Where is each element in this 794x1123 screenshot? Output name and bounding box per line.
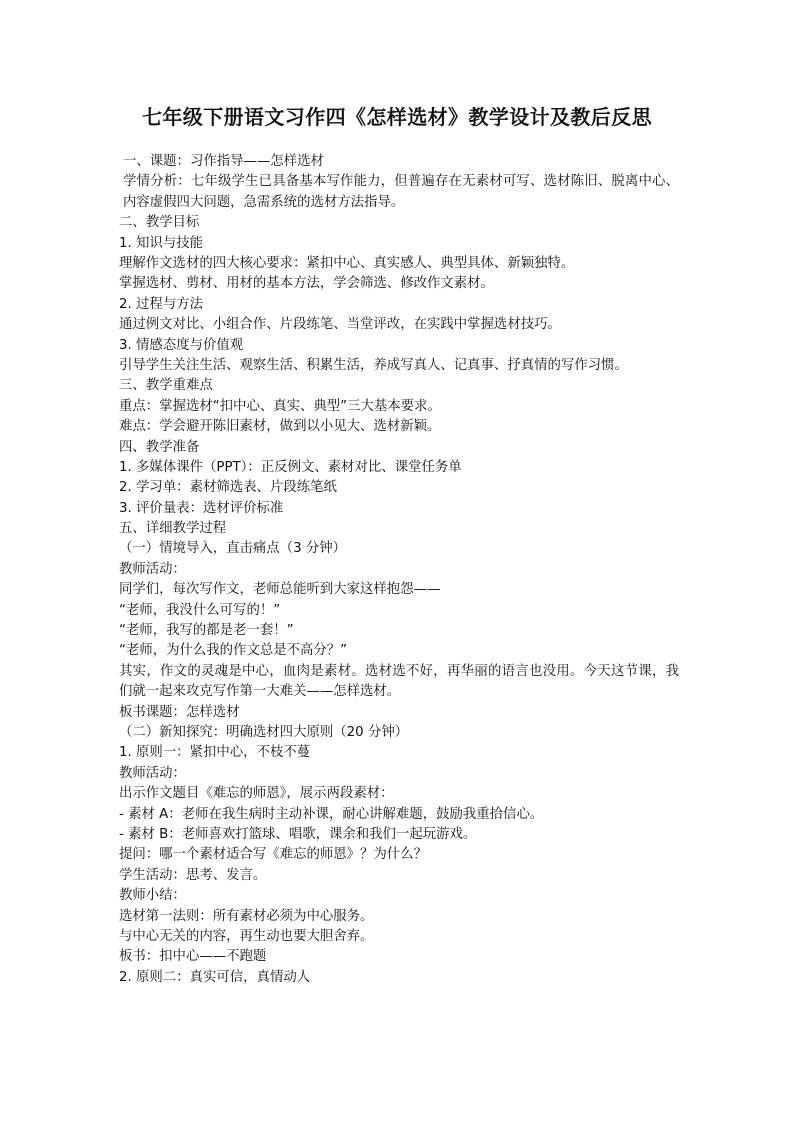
body-line: 二、教学目标 — [119, 215, 200, 231]
body-line: 选材第一法则：所有素材必须为中心服务。 — [119, 908, 374, 924]
body-line: 其实，作文的灵魂是中心，血肉是素材。选材选不好，再华丽的语言也没用。今天这节课，我们就一起来攻克写作第一大难关——怎样选材。 — [119, 663, 679, 700]
body-line: “老师，为什么我的作文总是不高分？” — [119, 643, 348, 659]
body-line: 五、详细教学过程 — [119, 521, 227, 537]
body-line: 教师活动： — [119, 765, 186, 781]
body-line: 3. 情感态度与价值观 — [119, 337, 244, 353]
body-line: 理解作文选材的四大核心要求：紧扣中心、真实感人、典型具体、新颖独特。 — [119, 255, 575, 271]
body-line: 难点：学会避开陈旧素材，做到以小见大、选材新颖。 — [119, 419, 441, 435]
body-line: 教师活动： — [119, 561, 186, 577]
body-line: 2. 原则二：真实可信，真情动人 — [119, 969, 311, 985]
body-line: （一）情境导入，直击痛点（3 分钟） — [119, 541, 347, 557]
body-line: 四、教学准备 — [119, 439, 200, 455]
body-line: 提问：哪一个素材适合写《难忘的师恩》？为什么？ — [119, 847, 427, 863]
body-line: 与中心无关的内容，再生动也要大胆舍弃。 — [119, 928, 374, 944]
body-line: 三、教学重难点 — [119, 378, 213, 394]
body-line: 掌握选材、剪材、用材的基本方法，学会筛选、修改作文素材。 — [119, 276, 494, 292]
body-line: 一、课题：习作指导——怎样选材 — [123, 154, 324, 169]
body-line: “老师，我没什么可写的！” — [119, 602, 281, 618]
body-line: 1. 多媒体课件（PPT）：正反例文、素材对比、课堂任务单 — [119, 459, 462, 475]
body-line: 学生活动：思考、发言。 — [119, 867, 267, 883]
body-line: （二）新知探究：明确选材四大原则（20 分钟） — [119, 725, 409, 741]
body-line: 通过例文对比、小组合作、片段练笔、当堂评改，在实践中掌握选材技巧。 — [119, 317, 561, 333]
body-line: 3. 评价量表：选材评价标准 — [119, 500, 284, 516]
body-line: 板书课题：怎样选材 — [119, 704, 240, 720]
body-line: 重点：掌握选材“扣中心、真实、典型”三大基本要求。 — [119, 398, 441, 414]
body-line: 2. 过程与方法 — [119, 296, 203, 312]
body-line: 学情分析：七年级学生已具备基本写作能力，但普遍存在无素材可写、选材陈旧、脱离中心、内容虚假四大问题，急需系统的选材方法指导。 — [123, 174, 679, 210]
body-line: 1. 原则一：紧扣中心，不枝不蔓 — [119, 745, 311, 761]
body-line: 1. 知识与技能 — [119, 235, 203, 251]
body-line: - 素材 B：老师喜欢打篮球、唱歌，课余和我们一起玩游戏。 — [119, 826, 477, 842]
body-line: 2. 学习单：素材筛选表、片段练笔纸 — [119, 480, 337, 496]
document-body — [119, 152, 679, 988]
body-line: 板书：扣中心——不跑题 — [119, 949, 267, 965]
body-line: 教师小结： — [119, 888, 186, 904]
body-line: 出示作文题目《难忘的师恩》，展示两段素材： — [119, 786, 394, 802]
document-title: 七年级下册语文习作四《怎样选材》教学设计及教后反思 — [142, 105, 652, 129]
body-line: - 素材 A：老师在我生病时主动补课，耐心讲解难题，鼓励我重拾信心。 — [119, 806, 544, 822]
body-line: “老师，我写的都是老一套！” — [119, 623, 294, 639]
body-line: 引导学生关注生活、观察生活、积累生活，养成写真人、记真事、抒真情的写作习惯。 — [119, 357, 628, 373]
body-line: 同学们，每次写作文，老师总能听到大家这样抱怨—— — [119, 582, 441, 598]
